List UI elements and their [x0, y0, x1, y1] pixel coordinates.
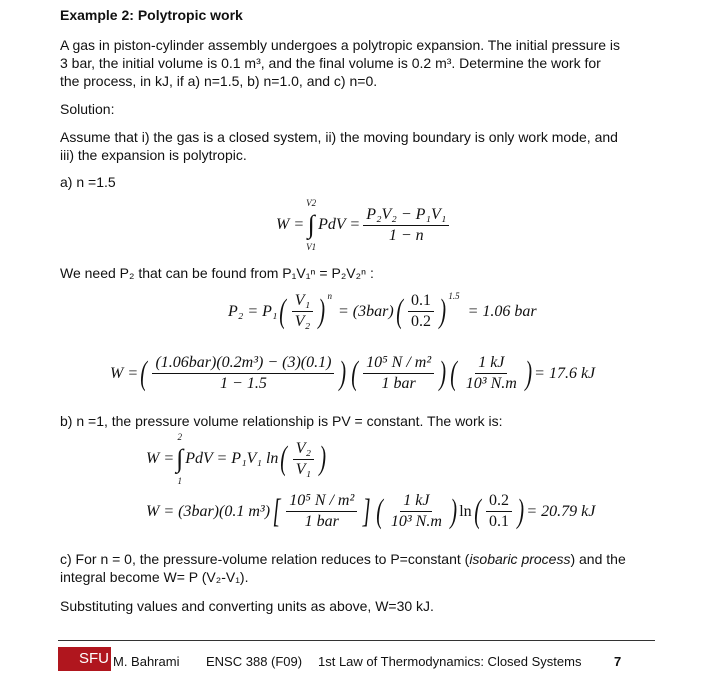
- footer-page-number: 7: [614, 654, 622, 669]
- eq-text: V₂: [293, 440, 314, 460]
- substituting-text: Substituting values and converting units as above, W=30 kJ.: [60, 598, 434, 614]
- part-b-text: b) n =1, the pressure volume relationship is PV = constant. The work is:: [60, 413, 503, 429]
- eq-text: 1: [177, 476, 182, 486]
- fraction: [152, 354, 334, 393]
- eq-text: 10³ N.m: [390, 513, 442, 530]
- eq-text: W =: [276, 216, 305, 233]
- eq-text: W =: [146, 450, 175, 467]
- problem-line: A gas in piston-cylinder assembly undergoes a polytropic expansion. The initial pressure is: [60, 37, 621, 53]
- fraction: [293, 440, 314, 479]
- problem-line: 3 bar, the initial volume is 0.1 m³, and the final volume is 0.2 m³. Determine the work for: [60, 55, 601, 71]
- eq-text: P₂ = P₁: [228, 302, 278, 320]
- eq-text: 1 − 1.5: [220, 375, 267, 392]
- equation-work-b: W = (3bar)(0.1 m³) [ $\frac{\text{10⁵ N / m²}}{\text{1 bar}}$ ] ( $\frac{1 kJ}{\text{10³ N.m}}$ ) ln ( $\frac{0.2}{0.1}$ ) = 20.79 kJ: [146, 492, 596, 530]
- part-c-text: [60, 550, 626, 568]
- eq-text: 1.5: [448, 291, 460, 301]
- integral-sign: 2 ∫ 1: [176, 432, 184, 486]
- problem-line: the process, in kJ, if a) n=1.5, b) n=1.0, and c) n=0.: [60, 73, 378, 89]
- solution-label: Solution:: [60, 101, 115, 117]
- eq-text: 10⁵ N / m²: [286, 492, 357, 512]
- equation-p2: P₂ = P₁ ( $\frac{\text{V₁}}{\text{V₂}}$ ) $^n$ = (3bar) ( $\frac{0.1}{0.2}$ ) $^{1.5}$ = 1.06 bar: [228, 291, 537, 330]
- eq-text: = 17.6 kJ: [534, 364, 596, 382]
- eq-text: = (3bar): [337, 302, 394, 320]
- eq-text: 10⁵ N / m²: [363, 354, 434, 374]
- eq-text: W = (3bar)(0.1 m³): [146, 502, 271, 520]
- fraction: [408, 292, 434, 331]
- fraction: [463, 354, 520, 393]
- eq-text: 10³ N.m: [465, 375, 517, 392]
- text: isobaric process: [469, 551, 571, 567]
- eq-text: 1 kJ: [475, 354, 507, 374]
- fraction: [363, 354, 434, 393]
- eq-text: W =: [110, 364, 139, 382]
- page-title: Example 2: Polytropic work: [60, 7, 243, 23]
- eq-text: PdV = P₁V₁ ln: [185, 450, 279, 467]
- integral-sign: V2 ∫ V1: [306, 198, 317, 252]
- eq-text: V₂: [294, 313, 311, 330]
- fraction: [286, 492, 357, 531]
- eq-text: 0.2: [486, 492, 512, 512]
- footer-chapter: 1st Law of Thermodynamics: Closed Systems: [318, 654, 582, 669]
- eq-text: = 1.06 bar: [467, 302, 537, 320]
- eq-text: 1 kJ: [400, 492, 432, 512]
- eq-text: V2: [306, 198, 317, 208]
- eq-text: PdV =: [318, 216, 361, 233]
- eq-text: 1 − n: [388, 226, 424, 244]
- eq-text: 0.2: [410, 313, 431, 330]
- assume-line: Assume that i) the gas is a closed system, ii) the moving boundary is only work mode, and: [60, 129, 618, 145]
- part-a-label: a) n =1.5: [60, 174, 116, 190]
- eq-text: V₁: [295, 460, 312, 478]
- eq-text: 0.1: [488, 513, 509, 530]
- eq-text: (1.06bar)(0.2m³) − (3)(0.1): [152, 354, 334, 374]
- eq-text: ln: [459, 502, 472, 520]
- fraction: [363, 206, 449, 245]
- part-c-text: integral become W= P (V₂-V₁).: [60, 569, 249, 585]
- fraction: [388, 492, 445, 531]
- fraction: [292, 292, 313, 331]
- eq-text: 0.1: [408, 292, 434, 312]
- eq-text: 2: [177, 432, 182, 442]
- equation-work-isothermal: W = 2 ∫ 1 PdV = P₁V₁ ln ( $\frac{\text{V₂}}{\text{V₁}}$ ): [146, 432, 327, 486]
- equation-work-polytropic: [276, 198, 452, 252]
- eq-text: 1 bar: [304, 513, 339, 530]
- text: ) and the: [570, 551, 626, 567]
- need-p2-text: We need P₂ that can be found from P₁V₁ⁿ = P₂V₂ⁿ :: [60, 265, 374, 281]
- eq-text: n: [327, 291, 332, 301]
- sfu-logo: SFU: [58, 647, 111, 671]
- eq-text: V1: [306, 242, 317, 252]
- text: c) For n = 0, the pressure-volume relation reduces to P=constant (: [60, 551, 470, 567]
- assume-line: iii) the expansion is polytropic.: [60, 147, 247, 163]
- footer-author: M. Bahrami: [113, 654, 180, 669]
- fraction: [486, 492, 512, 531]
- eq-text: = 20.79 kJ: [526, 502, 596, 520]
- equation-work-a: W = ( $\frac{\text{(1.06bar)(0.2m³) − (3)(0.1)}}{1 - 1.5}$ ) ( $\frac{\text{10⁵ N / m²}}{\text{1 bar}}$ ) ( $\frac{1 kJ}{\text{10³ N.m}}$ ) = 17.6 kJ: [110, 354, 596, 392]
- footer-course: ENSC 388 (F09): [206, 654, 303, 669]
- footer-divider: [58, 640, 655, 641]
- eq-text: 1 bar: [381, 375, 416, 392]
- eq-text: P₂V₂ − P₁V₁: [363, 206, 449, 226]
- eq-text: V₁: [292, 292, 313, 312]
